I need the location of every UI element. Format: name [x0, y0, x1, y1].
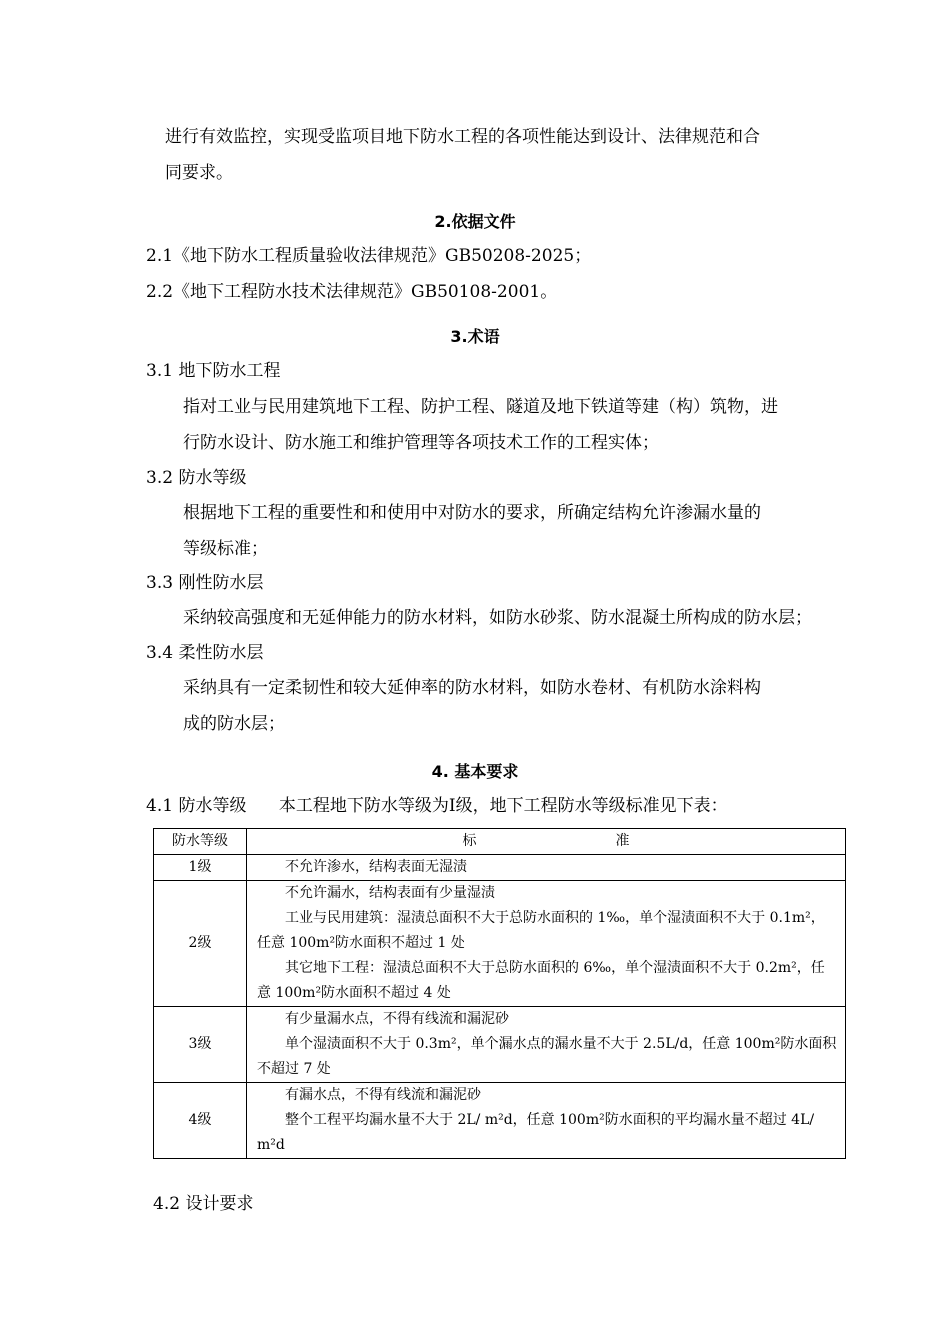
- reference-item-2-2: 2.2《地下工程防水技术法律规范》GB50108-2001。: [146, 282, 558, 302]
- table-row: [154, 855, 846, 881]
- standard-line: 有漏水点，不得有线流和漏泥砂: [285, 1087, 481, 1103]
- standard-line: 其它地下工程：湿渍总面积不大于总防水面积的 6‰，单个湿渍面积不大于 0.2m²，任意 100m²防水面积不超过 4 处: [257, 960, 825, 1001]
- intro-line-2: 同要求。: [165, 163, 233, 183]
- term-title-3-4: 3.4 柔性防水层: [146, 643, 264, 663]
- standard-line: 工业与民用建筑：湿渍总面积不大于总防水面积的 1‰，单个湿渍面积不大于 0.1m²，任意 100m²防水面积不超过 1 处: [257, 910, 825, 951]
- term-title-3-3: 3.3 刚性防水层: [146, 573, 264, 593]
- term-def-3-3-line-1: 采纳较高强度和无延伸能力的防水材料，如防水砂浆、防水混凝土所构成的防水层；: [183, 608, 812, 628]
- term-title-3-2: 3.2 防水等级: [146, 468, 247, 488]
- item-4-2: 4.2 设计要求: [153, 1194, 254, 1214]
- grade-cell: 1级: [154, 855, 247, 881]
- grade-cell: 4级: [154, 1083, 247, 1159]
- reference-item-2-1: 2.1《地下防水工程质量验收法律规范》GB50208-2025；: [146, 246, 592, 266]
- term-def-3-1-line-2: 行防水设计、防水施工和维护管理等各项技术工作的工程实体；: [183, 433, 659, 453]
- standard-cell: [247, 1007, 846, 1083]
- standard-cell: [247, 855, 846, 881]
- table-row: [154, 1007, 846, 1083]
- intro-line-1: 进行有效监控，实现受监项目地下防水工程的各项性能达到设计、法律规范和合: [165, 127, 760, 147]
- waterproof-grade-table: [153, 828, 846, 1159]
- standard-line: 不允许漏水，结构表面有少量湿渍: [285, 885, 495, 901]
- standard-cell: [247, 881, 846, 1007]
- header-level: 防水等级: [154, 829, 247, 855]
- term-def-3-4-line-1: 采纳具有一定柔韧性和较大延伸率的防水材料，如防水卷材、有机防水涂料构: [183, 678, 761, 698]
- table-header-row: [154, 829, 846, 855]
- standard-line: 整个工程平均漏水量不大于 2L/ m²d，任意 100m²防水面积的平均漏水量不超过 4L/ m²d: [257, 1112, 815, 1153]
- item-4-1: 4.1 防水等级 本工程地下防水等级为Ⅰ级，地下工程防水等级标准见下表：: [146, 796, 728, 816]
- section-4-heading: 4. 基本要求: [431, 762, 519, 781]
- header-standard-char-2: 准: [615, 833, 630, 849]
- term-def-3-2-line-2: 等级标准；: [183, 539, 268, 559]
- grade-cell: 3级: [154, 1007, 247, 1083]
- term-def-3-2-line-1: 根据地下工程的重要性和和使用中对防水的要求，所确定结构允许渗漏水量的: [183, 503, 761, 523]
- term-def-3-1-line-1: 指对工业与民用建筑地下工程、防护工程、隧道及地下铁道等建（构）筑物，进: [183, 397, 778, 417]
- standard-line: 单个湿渍面积不大于 0.3m²，单个漏水点的漏水量不大于 2.5L/d，任意 100m²防水面积不超过 7 处: [257, 1036, 837, 1077]
- section-3-heading: 3.术语: [450, 327, 500, 346]
- term-def-3-4-line-2: 成的防水层；: [183, 714, 285, 734]
- standard-cell: [247, 1083, 846, 1159]
- table-row: [154, 1083, 846, 1159]
- header-standard: [247, 829, 846, 855]
- term-title-3-1: 3.1 地下防水工程: [146, 361, 281, 381]
- header-standard-char-1: 标: [462, 833, 477, 849]
- table-row: [154, 881, 846, 1007]
- standard-line: 不允许渗水，结构表面无湿渍: [285, 859, 467, 875]
- grade-cell: 2级: [154, 881, 247, 1007]
- section-2-heading: 2.依据文件: [434, 212, 516, 231]
- standard-line: 有少量漏水点，不得有线流和漏泥砂: [285, 1011, 509, 1027]
